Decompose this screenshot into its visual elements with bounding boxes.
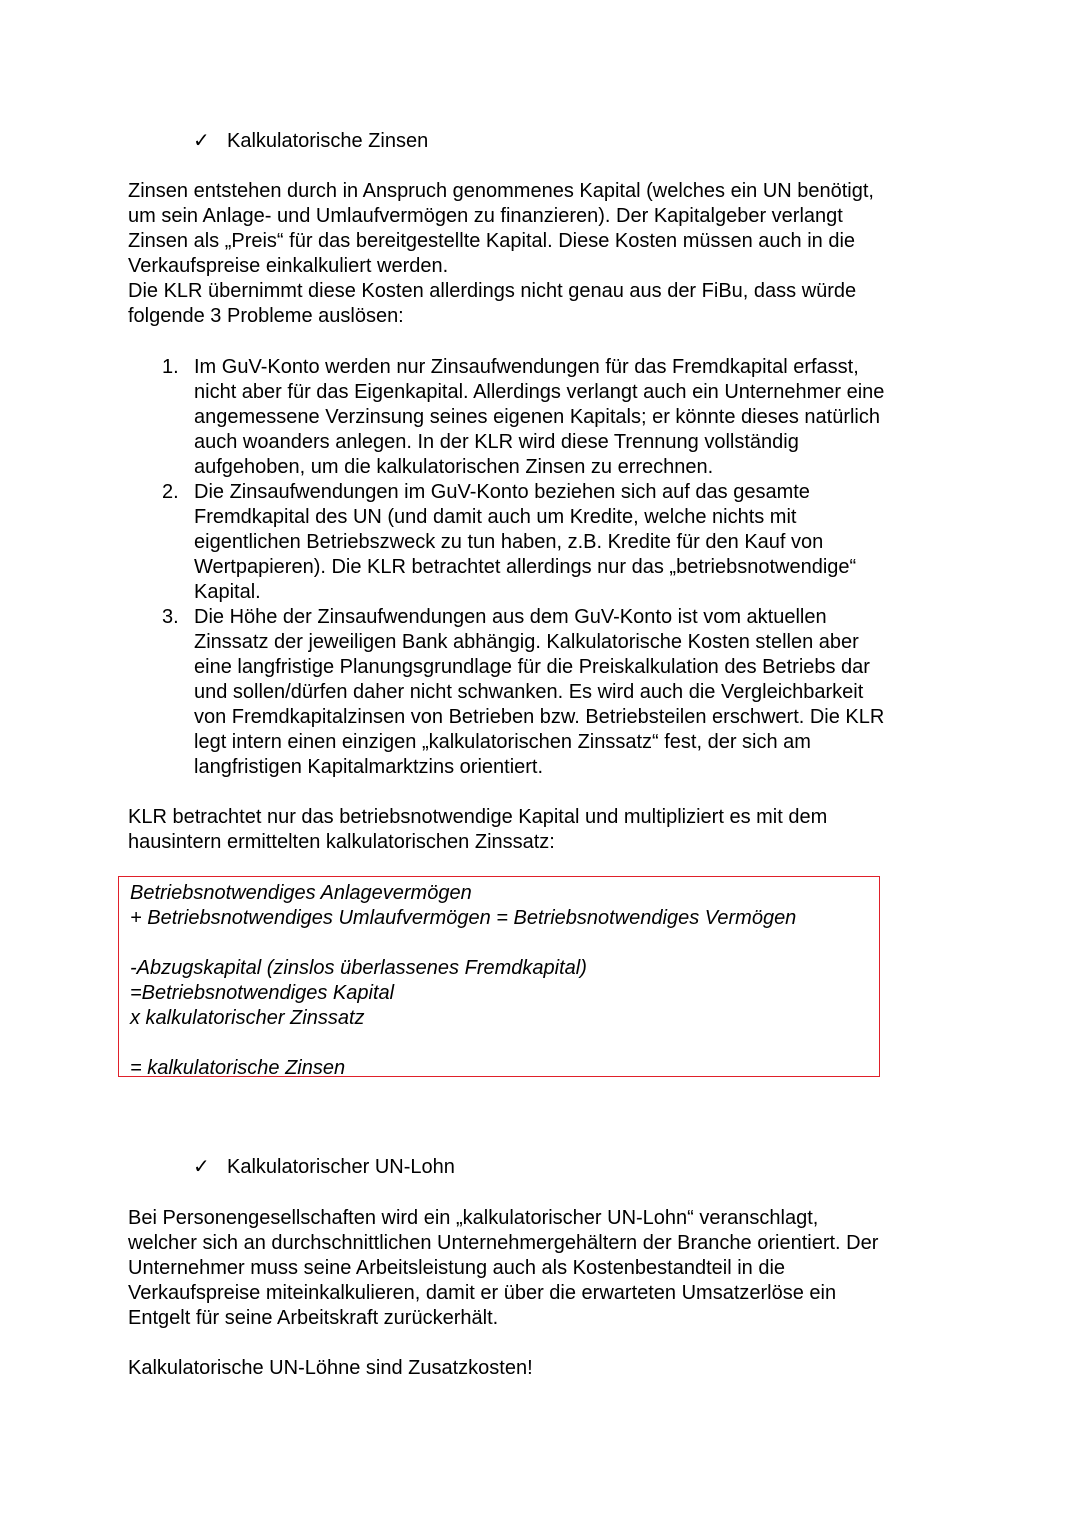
formula-box xyxy=(118,876,880,1077)
formula-line: Betriebsnotwendiges Anlagevermögen xyxy=(130,882,472,904)
text-line: und sollen/dürfen daher nicht schwanken. Es wird auch die Vergleichbarkeit xyxy=(194,681,864,703)
text-line: Zinsen als „Preis“ für das bereitgestellte Kapital. Diese Kosten müssen auch in die xyxy=(128,230,856,252)
un-lohn-paragraph xyxy=(128,1206,968,1331)
text-line: legt intern einen einzigen „kalkulatorischen Zinssatz“ fest, der sich am xyxy=(194,731,811,753)
formula-line: =Betriebsnotwendiges Kapital xyxy=(130,982,395,1004)
text-line: angemessene Verzinsung seines eigenen Kapitals; er könnte dieses natürlich xyxy=(194,406,880,428)
text-line: eigentlichen Betriebszweck zu tun haben, z.B. Kredite für den Kauf von xyxy=(194,531,824,553)
text-line: auch woanders anlegen. In der KLR wird diese Trennung vollständig xyxy=(194,431,799,453)
text-line: Entgelt für seine Arbeitskraft zurückerhält. xyxy=(128,1307,499,1329)
spacer xyxy=(130,931,879,956)
formula-line: + Betriebsnotwendiges Umlaufvermögen = Betriebsnotwendiges Vermögen xyxy=(130,907,797,929)
formula-result-line: = kalkulatorische Zinsen xyxy=(130,1057,346,1079)
text-line: eine langfristige Planungsgrundlage für die Preiskalkulation des Betriebs dar xyxy=(194,656,870,678)
text-line: Unternehmer muss seine Arbeitsleistung auch als Kostenbestandteil in die xyxy=(128,1257,786,1279)
formula-line: -Abzugskapital (zinslos überlassenes Fremdkapital) xyxy=(130,957,587,979)
list-number: 2. xyxy=(162,481,179,503)
list-number: 3. xyxy=(162,606,179,628)
text-line: welcher sich an durchschnittlichen Unternehmergehältern der Branche orientiert. Der xyxy=(128,1232,879,1254)
spacer xyxy=(130,1031,879,1056)
text-line: Die Zinsaufwendungen im GuV-Konto beziehen sich auf das gesamte xyxy=(194,481,810,503)
text-line: von Fremdkapitalzinsen von Betrieben bzw. Betriebsteilen erschwert. Die KLR xyxy=(194,706,885,728)
intro-paragraph xyxy=(128,179,968,329)
text-line: Bei Personengesellschaften wird ein „kalkulatorischer UN-Lohn“ veranschlagt, xyxy=(128,1207,819,1229)
section-heading-un-lohn xyxy=(193,1155,455,1180)
section-heading-zinsen xyxy=(193,129,428,154)
text-line: Verkaufspreise miteinkalkulieren, damit er über die erwarteten Umsatzerlöse ein xyxy=(128,1282,837,1304)
text-line: Die KLR übernimmt diese Kosten allerdings nicht genau aus der FiBu, dass würde xyxy=(128,280,857,302)
heading-text: Kalkulatorischer UN-Lohn xyxy=(227,1156,455,1178)
formula-line: x kalkulatorischer Zinssatz xyxy=(130,1007,365,1029)
text-line: folgende 3 Probleme auslösen: xyxy=(128,305,404,327)
checkmark-icon: ✓ xyxy=(193,130,210,152)
checkmark-icon: ✓ xyxy=(193,1156,210,1178)
text-line: KLR betrachtet nur das betriebsnotwendige Kapital und multipliziert es mit dem xyxy=(128,806,828,828)
conclusion-paragraph xyxy=(128,1356,968,1381)
list-item xyxy=(162,480,962,605)
text-line: Wertpapieren). Die KLR betrachtet allerdings nur das „betriebsnotwendige“ xyxy=(194,556,857,578)
text-line: Zinssatz der jeweiligen Bank abhängig. Kalkulatorische Kosten stellen aber xyxy=(194,631,859,653)
text-line: nicht aber für das Eigenkapital. Allerdings verlangt auch ein Unternehmer eine xyxy=(194,381,885,403)
problem-list xyxy=(162,355,962,780)
list-item xyxy=(162,355,962,480)
list-item xyxy=(162,605,962,780)
list-number: 1. xyxy=(162,356,179,378)
text-line: Verkaufspreise einkalkuliert werden. xyxy=(128,255,449,277)
conclusion-text: Kalkulatorische UN-Löhne sind Zusatzkosten! xyxy=(128,1357,533,1379)
text-line: Die Höhe der Zinsaufwendungen aus dem GuV-Konto ist vom aktuellen xyxy=(194,606,827,628)
text-line: um sein Anlage- und Umlaufvermögen zu finanzieren). Der Kapitalgeber verlangt xyxy=(128,205,843,227)
text-line: aufgehoben, um die kalkulatorischen Zinsen zu errechnen. xyxy=(194,456,714,478)
summary-paragraph xyxy=(128,805,968,855)
text-line: Im GuV-Konto werden nur Zinsaufwendungen für das Fremdkapital erfasst, xyxy=(194,356,859,378)
text-line: Zinsen entstehen durch in Anspruch genommenes Kapital (welches ein UN benötigt, xyxy=(128,180,874,202)
text-line: Fremdkapital des UN (und damit auch um Kredite, welche nichts mit xyxy=(194,506,797,528)
text-line: hausintern ermittelten kalkulatorischen Zinssatz: xyxy=(128,831,555,853)
text-line: langfristigen Kapitalmarktzins orientiert. xyxy=(194,756,544,778)
text-line: Kapital. xyxy=(194,581,261,603)
heading-text: Kalkulatorische Zinsen xyxy=(227,130,429,152)
